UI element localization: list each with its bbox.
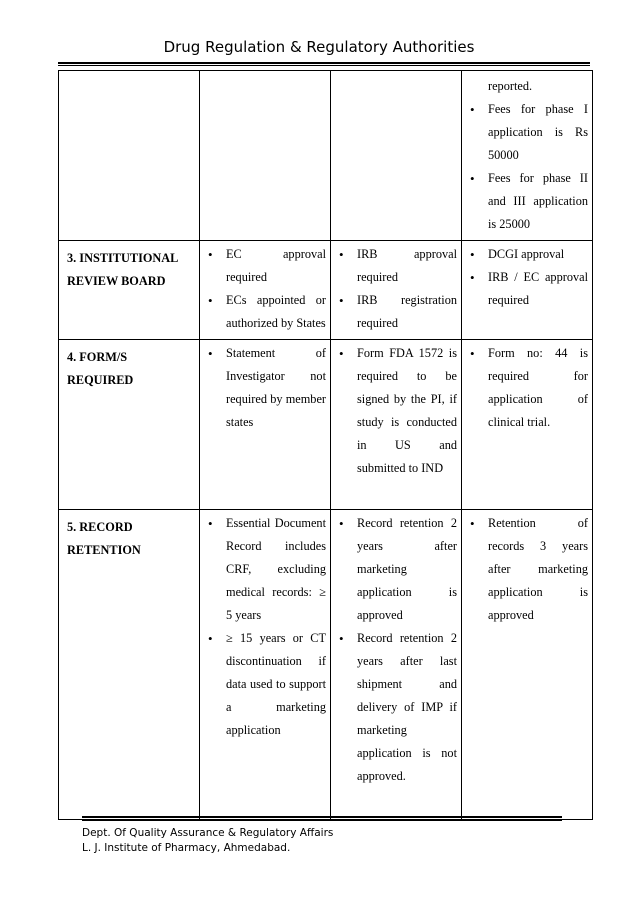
list-item: • Form no: 44 is required for application of clinical trial. [468,342,588,434]
table-cell [59,340,200,510]
table-cell [462,340,593,510]
header-rule-thin [58,65,590,66]
table-cell [462,71,593,241]
list-item: • DCGI approval [468,243,588,266]
table-cell [462,241,593,340]
footer-rule-thin [82,820,562,821]
table-row [59,510,593,820]
table-cell [200,340,331,510]
table-cell [200,241,331,340]
list-item: • IRB / EC approval required [468,266,588,312]
list-item: • IRB approval required [337,243,457,289]
list-item: • IRB registration required [337,289,457,335]
footer-institute: L. J. Institute of Pharmacy, Ahmedabad. [82,842,291,854]
table-row [59,71,593,241]
table-cell [59,241,200,340]
table-cell [200,510,331,820]
list-item: • Record retention 2 years after marketing application is approved [337,512,457,627]
list-item: • Statement of Investigator not required by member states [206,342,326,434]
page-footer [82,826,333,856]
row-label: 4. FORM/S REQUIRED [67,350,134,387]
footer-department: Dept. Of Quality Assurance & Regulatory Affairs [82,827,334,839]
table-cell [331,510,462,820]
list-item: • Fees for phase II and III application is 25000 [468,167,588,236]
list-item: • Essential Document Record includes CRF, excluding medical records: ≥ 5 years [206,512,326,627]
table-cell [200,71,331,241]
table-row [59,241,593,340]
list-item: • Retention of records 3 years after marketing application is approved [468,512,588,627]
table-cell [331,71,462,241]
list-item: • Fees for phase I application is Rs 50000 [468,98,588,167]
footer-rule [82,816,562,818]
list-item: • ECs appointed or authorized by States [206,289,326,335]
table-row [59,340,593,510]
list-item: • ≥ 15 years or CT discontinuation if data used to support a marketing application [206,627,326,742]
list-item: • EC approval required [206,243,326,289]
table-cell [331,241,462,340]
header-rule [58,62,590,64]
list-item: • Record retention 2 years after last shipment and delivery of IMP if marketing application is not approved. [337,627,457,788]
row-label: 3. INSTITUTIONAL REVIEW BOARD [67,251,178,288]
page-header: Drug Regulation & Regulatory Authorities [163,38,475,56]
comparison-table [58,70,593,820]
table-cell [59,71,200,241]
row-label: 5. RECORD RETENTION [67,520,141,557]
table-cell [331,340,462,510]
table-cell [59,510,200,820]
list-item: • Form FDA 1572 is required to be signed by the PI, if study is conducted in US and submitted to IND [337,342,457,480]
table-cell [462,510,593,820]
list-item: reported. [488,79,533,93]
